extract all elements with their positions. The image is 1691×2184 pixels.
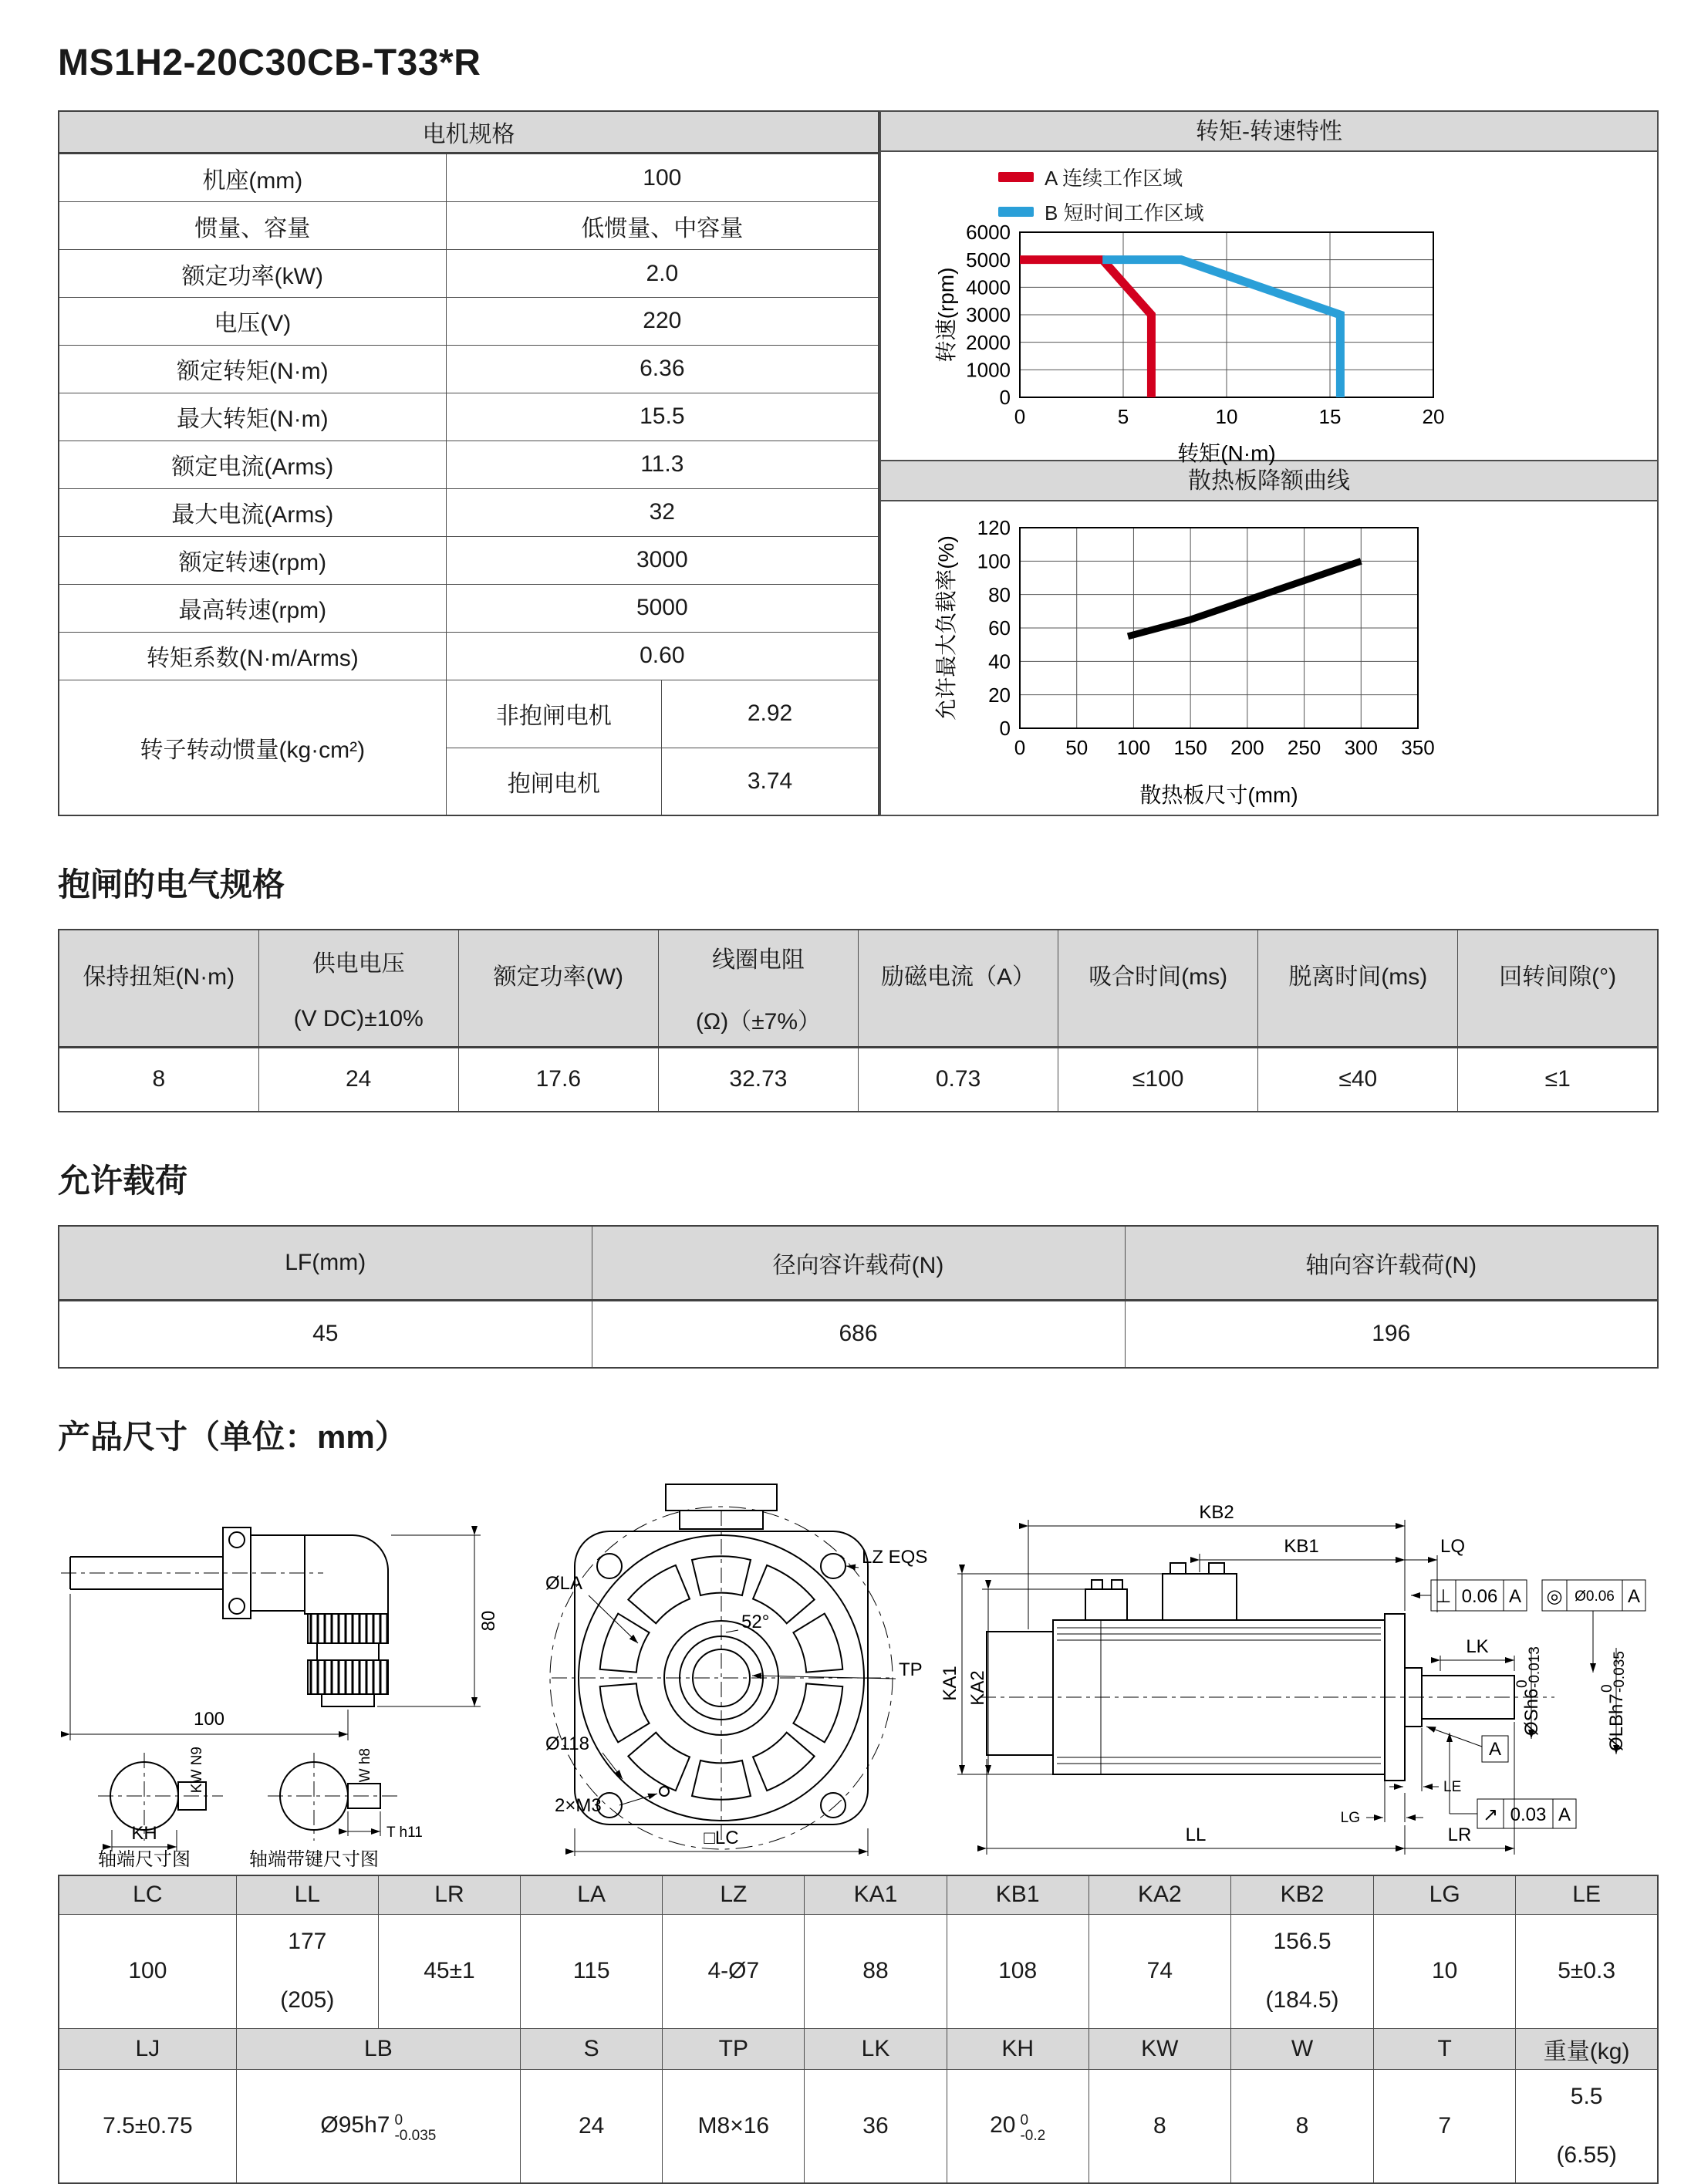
dims-header: LA	[521, 1875, 663, 1914]
dims-header: S	[521, 2028, 663, 2069]
x-tick-label: 50	[1065, 736, 1089, 759]
brake-col-header: 回转间隙(°)	[1458, 930, 1658, 1047]
spec-value: 3000	[446, 536, 879, 584]
table-row	[59, 202, 879, 250]
load-value: 45	[59, 1300, 592, 1368]
label-o118: Ø118	[545, 1733, 589, 1754]
brake-heading: 抱闸的电气规格	[58, 866, 285, 903]
y-tick-label: 2000	[966, 330, 1011, 354]
svg-text:0: 0	[1514, 1679, 1531, 1688]
spec-value: 3.74	[662, 748, 879, 815]
motor-spec-header: 电机规格	[59, 111, 879, 154]
brake-value: 17.6	[458, 1047, 658, 1112]
torque-speed-body	[881, 163, 1657, 475]
shaft-end-caption: 轴端尺寸图	[98, 1849, 191, 1870]
derating-box	[879, 460, 1659, 816]
svg-text:ØLBh7: ØLBh7	[1606, 1693, 1627, 1751]
brake-value: 32.73	[658, 1047, 858, 1112]
legend-item-a	[998, 163, 1657, 191]
brake-col-header: 额定功率(W)	[458, 930, 658, 1047]
table-row	[59, 632, 879, 680]
dims-header: LG	[1374, 1875, 1516, 1914]
dims-value: 108	[947, 1914, 1089, 2028]
dims-header: LZ	[663, 1875, 805, 1914]
svg-text:ØSh6: ØSh6	[1521, 1688, 1542, 1736]
label-lc: □LC	[704, 1828, 739, 1848]
brake-col-header: 励磁电流（A）	[859, 930, 1058, 1047]
data-series	[1020, 260, 1151, 397]
dims-value: 7.5±0.75	[59, 2069, 236, 2183]
page-title: MS1H2-20C30CB-T33*R	[58, 42, 481, 83]
dims-value: M8×16	[663, 2069, 805, 2183]
label-2xm3: 2×M3	[555, 1795, 602, 1816]
dims-value: 5.5 (6.55)	[1516, 2069, 1658, 2183]
x-tick-label: 300	[1344, 736, 1378, 759]
dims-header: LR	[378, 1875, 520, 1914]
svg-text:A: A	[1558, 1804, 1571, 1825]
y-tick-label: 4000	[966, 275, 1011, 299]
table-row	[59, 393, 879, 441]
derating-chart	[881, 505, 1657, 813]
dims-value: 4-Ø7	[663, 1914, 805, 2028]
dim-ka2: KA2	[967, 1670, 988, 1706]
load-value: 686	[592, 1300, 1125, 1368]
brake-col-header: 吸合时间(ms)	[1058, 930, 1258, 1047]
svg-text:Ø0.06: Ø0.06	[1575, 1588, 1615, 1605]
x-tick-label: 200	[1230, 736, 1264, 759]
y-tick-label: 5000	[966, 248, 1011, 272]
x-tick-label: 0	[1014, 405, 1026, 428]
brake-value: 8	[59, 1047, 258, 1112]
spec-sublabel: 抱闸电机	[446, 748, 661, 815]
x-axis-label: 转矩(N·m)	[1177, 441, 1276, 465]
concentricity-frame	[1542, 1580, 1645, 1673]
load-col-header: LF(mm)	[59, 1226, 592, 1300]
spec-label-inertia: 转子转动惯量(kg·cm²)	[59, 680, 446, 815]
table-row	[59, 345, 879, 393]
shaft-key-caption: 轴端带键尺寸图	[249, 1849, 379, 1870]
x-tick-label: 10	[1215, 405, 1238, 428]
y-tick-label: 6000	[966, 221, 1011, 245]
dims-header: LJ	[59, 2028, 236, 2069]
dims-value: 7	[1374, 2069, 1516, 2183]
dimension-drawings	[58, 1481, 1659, 1870]
dims-value: 88	[805, 1914, 947, 2028]
spec-label: 额定转速(rpm)	[59, 536, 446, 584]
y-tick-label: 60	[988, 616, 1011, 640]
spec-label: 转矩系数(N·m/Arms)	[59, 632, 446, 680]
dim-w-h8: W h8	[357, 1748, 373, 1783]
perpendicularity-icon: ⊥	[1435, 1586, 1452, 1607]
spec-value: 220	[446, 297, 879, 345]
dims-header: LC	[59, 1875, 236, 1914]
shaft-diameter-label	[1514, 1646, 1543, 1736]
x-tick-label: 20	[1422, 405, 1445, 428]
x-axis-label: 散热板尺寸(mm)	[1139, 783, 1298, 807]
dims-value-kh: 20 0 -0.2	[947, 2069, 1089, 2183]
x-tick-label: 15	[1318, 405, 1342, 428]
dim-kh: KH	[131, 1823, 157, 1844]
dim-le: LE	[1443, 1779, 1462, 1795]
dimensions-table	[58, 1875, 1659, 2184]
spec-value: 0.60	[446, 632, 879, 680]
torque-speed-chart	[881, 221, 1657, 471]
table-row	[59, 1226, 1658, 1300]
table-row	[59, 1300, 1658, 1368]
table-row	[59, 154, 879, 202]
table-row	[59, 1047, 1658, 1112]
label-lz-eqs: LZ EQS	[862, 1547, 928, 1568]
y-tick-label: 100	[977, 549, 1011, 573]
table-row	[59, 680, 879, 748]
dim-80: 80	[478, 1610, 499, 1632]
dims-header: TP	[663, 2028, 805, 2069]
dims-value-lb: Ø95h7 0 -0.035	[236, 2069, 520, 2183]
table-row	[59, 930, 1658, 1047]
y-axis-label: 允许最大负载率(%)	[934, 535, 958, 721]
y-tick-label: 120	[977, 516, 1011, 540]
y-tick-label: 0	[999, 717, 1011, 741]
spec-value: 15.5	[446, 393, 879, 441]
dims-value: 8	[1089, 2069, 1230, 2183]
dims-value: 10	[1374, 1914, 1516, 2028]
svg-text:-0.035: -0.035	[1612, 1651, 1628, 1693]
dim-t-h11: T h11	[386, 1825, 423, 1841]
charts-column	[879, 110, 1659, 816]
load-heading: 允许载荷	[58, 1163, 188, 1199]
dim-lq: LQ	[1440, 1536, 1466, 1557]
y-tick-label: 40	[988, 650, 1011, 673]
motor-spec-table	[58, 110, 879, 816]
spec-label: 最高转速(rpm)	[59, 584, 446, 632]
dim-kb2: KB2	[1199, 1502, 1234, 1523]
dims-value: 177 (205)	[236, 1914, 378, 2028]
dims-header: 重量(kg)	[1516, 2028, 1658, 2069]
legend-swatch-b	[998, 207, 1034, 217]
x-tick-label: 250	[1287, 736, 1321, 759]
brake-table	[58, 929, 1659, 1112]
concentricity-icon: ◎	[1546, 1586, 1563, 1607]
label-52deg: 52°	[741, 1612, 770, 1632]
brake-value: ≤1	[1458, 1047, 1658, 1112]
dims-header: KH	[947, 2028, 1089, 2069]
brake-col-header: 脱离时间(ms)	[1258, 930, 1458, 1047]
data-series	[1102, 260, 1340, 397]
dim-lg: LG	[1340, 1810, 1360, 1826]
dims-header: KB1	[947, 1875, 1089, 1914]
dims-value: 45±1	[378, 1914, 520, 2028]
dims-header: LB	[236, 2028, 520, 2069]
torque-speed-box	[879, 110, 1659, 465]
spec-value: 5000	[446, 584, 879, 632]
legend-item-b	[998, 197, 1657, 226]
svg-text:-0.013: -0.013	[1527, 1646, 1543, 1688]
dim-lk: LK	[1466, 1636, 1489, 1657]
brake-col-header: 供电电压 (V DC)±10%	[258, 930, 458, 1047]
svg-text:0.03: 0.03	[1510, 1804, 1547, 1825]
dims-header: LK	[805, 2028, 947, 2069]
table-row	[59, 2028, 1658, 2069]
spec-label: 额定转矩(N·m)	[59, 345, 446, 393]
svg-text:0.06: 0.06	[1461, 1586, 1498, 1607]
datum-label: A	[1488, 1739, 1502, 1760]
spec-label: 额定电流(Arms)	[59, 441, 446, 488]
table-row	[59, 488, 879, 536]
table-row	[59, 1914, 1658, 2028]
spigot-diameter-label	[1599, 1651, 1628, 1751]
spec-value: 低惯量、中容量	[446, 202, 879, 250]
legend-label-a: A 连续工作区域	[1045, 167, 1183, 190]
derating-body	[881, 501, 1657, 817]
svg-text:0: 0	[1599, 1684, 1615, 1693]
table-row	[59, 297, 879, 345]
x-tick-label: 5	[1117, 405, 1129, 428]
table-row	[59, 441, 879, 488]
torque-speed-title: 转矩-转速特性	[881, 112, 1657, 152]
dims-header: LE	[1516, 1875, 1658, 1914]
table-row	[59, 2069, 1658, 2183]
top-section	[58, 110, 1659, 816]
brake-value: ≤100	[1058, 1047, 1258, 1112]
dims-header: KW	[1089, 2028, 1230, 2069]
x-tick-label: 150	[1173, 736, 1207, 759]
dims-value: 156.5 (184.5)	[1230, 1914, 1373, 2028]
spec-label: 电压(V)	[59, 297, 446, 345]
y-tick-label: 80	[988, 582, 1011, 606]
dims-value: 24	[521, 2069, 663, 2183]
spec-label: 最大电流(Arms)	[59, 488, 446, 536]
svg-text:A: A	[1508, 1586, 1522, 1607]
spec-value: 11.3	[446, 441, 879, 488]
dims-heading: 产品尺寸（单位：mm）	[58, 1419, 407, 1455]
spec-label: 最大转矩(N·m)	[59, 393, 446, 441]
load-col-header: 径向容许载荷(N)	[592, 1226, 1125, 1300]
spec-sublabel: 非抱闸电机	[446, 680, 661, 748]
table-row	[59, 536, 879, 584]
dims-value: 5±0.3	[1516, 1914, 1658, 2028]
dims-header: KA2	[1089, 1875, 1230, 1914]
y-tick-label: 20	[988, 683, 1011, 707]
label-tp: TP	[899, 1659, 923, 1680]
spec-label: 额定功率(kW)	[59, 250, 446, 298]
dims-header: KA1	[805, 1875, 947, 1914]
table-row	[59, 584, 879, 632]
dims-header: LL	[236, 1875, 378, 1914]
x-tick-label: 0	[1014, 736, 1026, 759]
y-tick-label: 1000	[966, 358, 1011, 382]
runout-icon: ↗	[1482, 1804, 1499, 1825]
perpendicularity-frame	[1411, 1580, 1527, 1611]
spec-value: 2.92	[662, 680, 879, 748]
connector-drawing	[58, 1481, 505, 1870]
brake-value: 24	[258, 1047, 458, 1112]
dims-header: KB2	[1230, 1875, 1373, 1914]
x-tick-label: 350	[1401, 736, 1435, 759]
brake-value: ≤40	[1258, 1047, 1458, 1112]
dims-header: W	[1230, 2028, 1373, 2069]
x-tick-label: 100	[1116, 736, 1151, 759]
brake-col-header: 保持扭矩(N·m)	[59, 930, 258, 1047]
dim-kw-n9: KW N9	[189, 1747, 205, 1794]
dim-100: 100	[193, 1709, 225, 1730]
spec-value: 32	[446, 488, 879, 536]
table-row	[59, 250, 879, 298]
dims-value: 36	[805, 2069, 947, 2183]
spec-label: 机座(mm)	[59, 154, 446, 202]
brake-value: 0.73	[859, 1047, 1058, 1112]
brake-col-header: 线圈电阻 (Ω)（±7%）	[658, 930, 858, 1047]
svg-text:A: A	[1627, 1586, 1641, 1607]
runout-frame	[1450, 1733, 1576, 1828]
dim-ll: LL	[1185, 1825, 1207, 1845]
dims-value: 115	[521, 1914, 663, 2028]
dims-value: 100	[59, 1914, 236, 2028]
data-series	[1128, 561, 1361, 636]
y-axis-label: 转速(rpm)	[934, 267, 958, 363]
table-row	[59, 111, 879, 154]
table-row	[59, 1875, 1658, 1914]
spec-label: 惯量、容量	[59, 202, 446, 250]
legend-label-b: B 短时间工作区域	[1045, 201, 1204, 224]
spec-value: 6.36	[446, 345, 879, 393]
label-ola: ØLA	[545, 1573, 583, 1594]
load-value: 196	[1125, 1300, 1658, 1368]
y-tick-label: 0	[999, 386, 1011, 410]
flange-drawing	[505, 1481, 937, 1867]
derating-title: 散热板降额曲线	[881, 461, 1657, 501]
spec-value: 100	[446, 154, 879, 202]
dims-value: 8	[1230, 2069, 1373, 2183]
side-view-drawing	[937, 1481, 1659, 1867]
dim-kb1: KB1	[1284, 1536, 1319, 1557]
spec-value: 2.0	[446, 250, 879, 298]
dim-lr: LR	[1447, 1825, 1472, 1845]
legend-swatch-a	[998, 172, 1034, 182]
y-tick-label: 3000	[966, 303, 1011, 327]
dims-header: T	[1374, 2028, 1516, 2069]
load-table	[58, 1225, 1659, 1369]
load-col-header: 轴向容许载荷(N)	[1125, 1226, 1658, 1300]
dim-ka1: KA1	[940, 1666, 960, 1701]
dims-value: 74	[1089, 1914, 1230, 2028]
torque-legend	[998, 163, 1657, 226]
